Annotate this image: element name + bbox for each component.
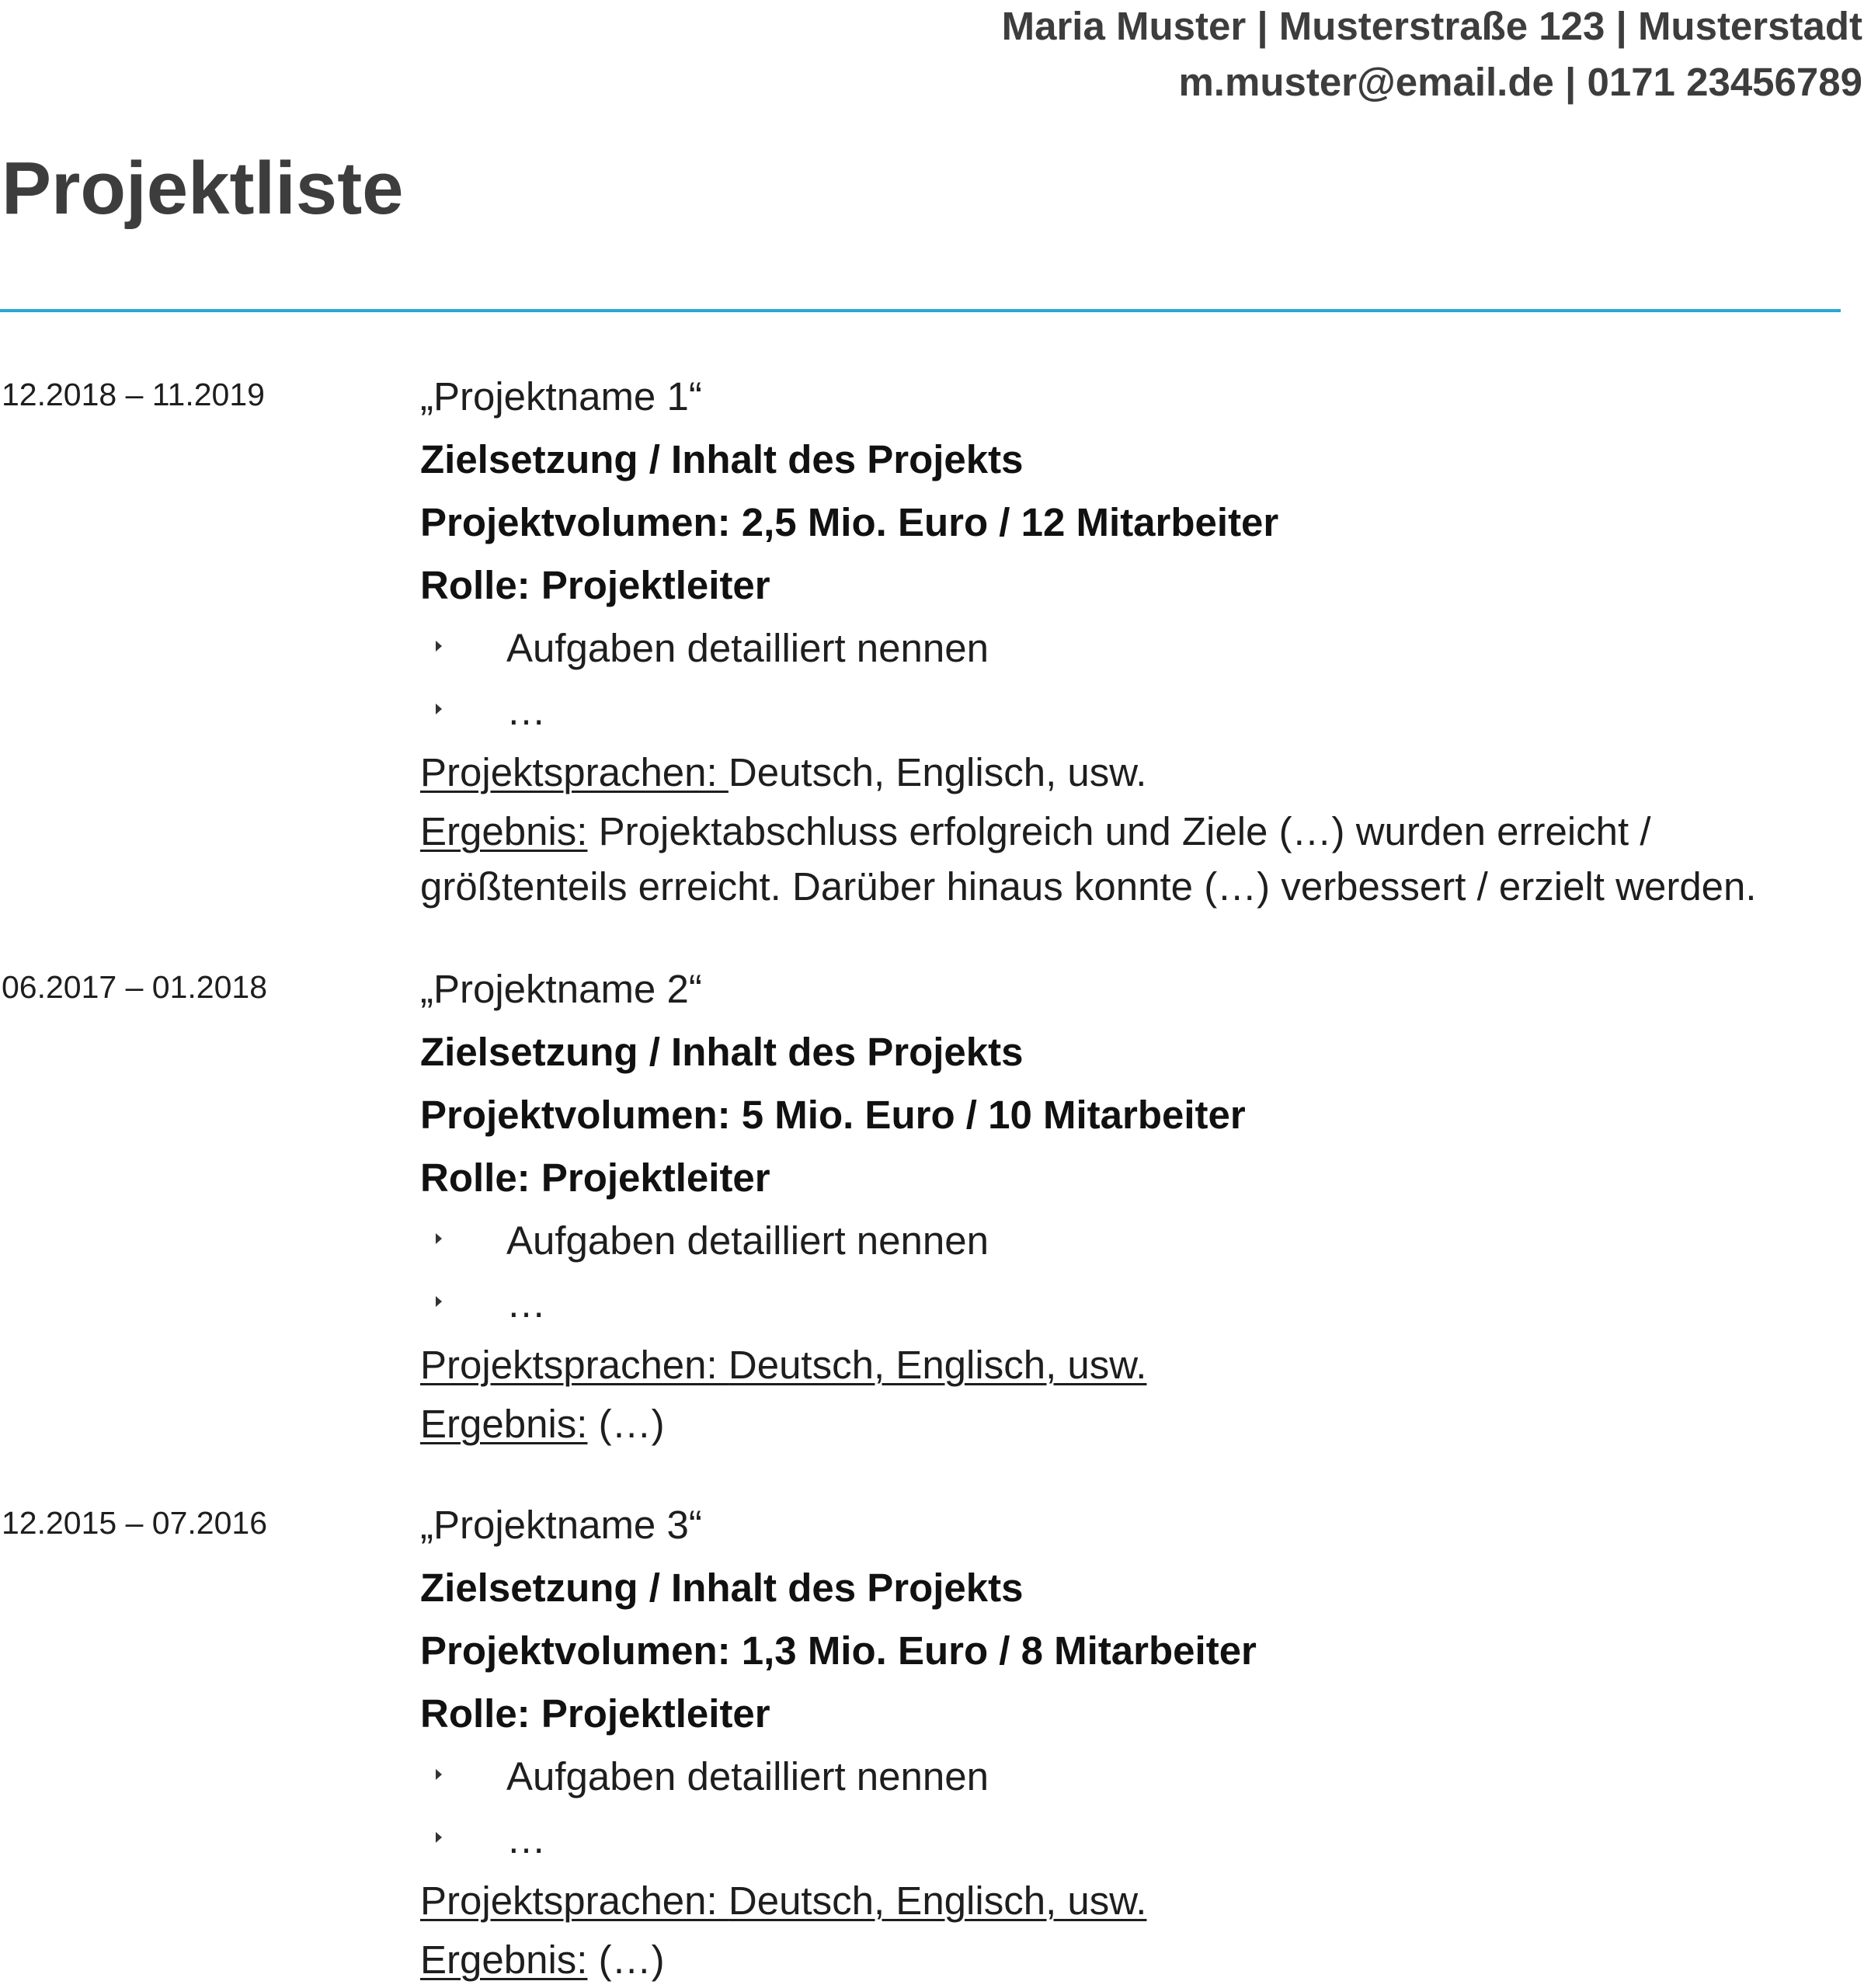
languages-value: Deutsch, Englisch, usw. — [728, 750, 1147, 794]
task-list-item — [420, 1272, 1841, 1335]
result-label: Ergebnis: — [420, 809, 588, 853]
languages-value: Deutsch, Englisch, usw. — [728, 1343, 1147, 1387]
project-role: Rolle: Projektleiter — [420, 563, 770, 607]
page-title: Projektliste — [2, 147, 404, 230]
languages-label: Projektsprachen: — [420, 750, 729, 794]
title-divider — [0, 309, 1841, 312]
project-goal: Zielsetzung / Inhalt des Projekts — [420, 1030, 1024, 1074]
languages-label: Projektsprachen: — [420, 1879, 729, 1923]
project-date-range: 12.2018 – 11.2019 — [2, 377, 265, 412]
task-list-item — [420, 1209, 1841, 1272]
project-languages — [420, 1333, 1841, 1396]
bullet-arrow-icon — [436, 641, 442, 652]
project-date-range: 12.2015 – 07.2016 — [2, 1505, 267, 1541]
result-value: Projektabschluss erfolgreich und Ziele (…) wurden erreicht / größtenteils erreicht. Darüber hinaus konnte (…) verbessert / erzielt werden. — [420, 809, 1757, 909]
project-result — [420, 1396, 1841, 1451]
project-volume: Projektvolumen: 1,3 Mio. Euro / 8 Mitarbeiter — [420, 1628, 1257, 1673]
project-name: „Projektname 2“ — [420, 967, 702, 1011]
task-text: Aufgaben detailliert nennen — [506, 626, 989, 670]
task-list-item — [420, 1808, 1841, 1871]
project-role: Rolle: Projektleiter — [420, 1156, 770, 1200]
result-value: (…) — [587, 1938, 665, 1982]
bullet-arrow-icon — [436, 1832, 442, 1843]
bullet-arrow-icon — [436, 1233, 442, 1244]
task-text: … — [506, 1281, 546, 1326]
result-label: Ergebnis: — [420, 1938, 588, 1982]
project-role: Rolle: Projektleiter — [420, 1691, 770, 1736]
task-text: … — [506, 689, 546, 733]
project-goal: Zielsetzung / Inhalt des Projekts — [420, 437, 1024, 481]
project-volume: Projektvolumen: 2,5 Mio. Euro / 12 Mitarbeiter — [420, 500, 1279, 544]
project-name: „Projektname 1“ — [420, 374, 702, 419]
project-date-range: 06.2017 – 01.2018 — [2, 969, 267, 1005]
task-list-item — [420, 617, 1841, 679]
task-text: … — [506, 1817, 546, 1861]
project-goal: Zielsetzung / Inhalt des Projekts — [420, 1566, 1024, 1610]
project-details — [420, 365, 1841, 914]
contact-block — [1002, 0, 1862, 110]
project-result — [420, 1932, 1841, 1987]
bullet-arrow-icon — [436, 704, 442, 714]
project-languages — [420, 741, 1841, 804]
project-details — [420, 958, 1841, 1451]
contact-email-phone-line: m.muster@email.de | 0171 23456789 — [1178, 60, 1862, 104]
languages-value: Deutsch, Englisch, usw. — [728, 1879, 1147, 1923]
contact-address-line: Maria Muster | Musterstraße 123 | Musterstadt — [1001, 4, 1862, 48]
result-value: (…) — [587, 1402, 665, 1446]
task-list-item — [420, 679, 1841, 742]
project-languages — [420, 1869, 1841, 1932]
task-text: Aufgaben detailliert nennen — [506, 1218, 989, 1263]
languages-label: Projektsprachen: — [420, 1343, 729, 1387]
project-name: „Projektname 3“ — [420, 1503, 702, 1547]
project-result — [420, 804, 1841, 914]
bullet-arrow-icon — [436, 1769, 442, 1780]
task-text: Aufgaben detailliert nennen — [506, 1754, 989, 1799]
task-list-item — [420, 1745, 1841, 1808]
project-volume: Projektvolumen: 5 Mio. Euro / 10 Mitarbeiter — [420, 1093, 1246, 1137]
bullet-arrow-icon — [436, 1296, 442, 1307]
result-label: Ergebnis: — [420, 1402, 588, 1446]
project-details — [420, 1493, 1841, 1987]
